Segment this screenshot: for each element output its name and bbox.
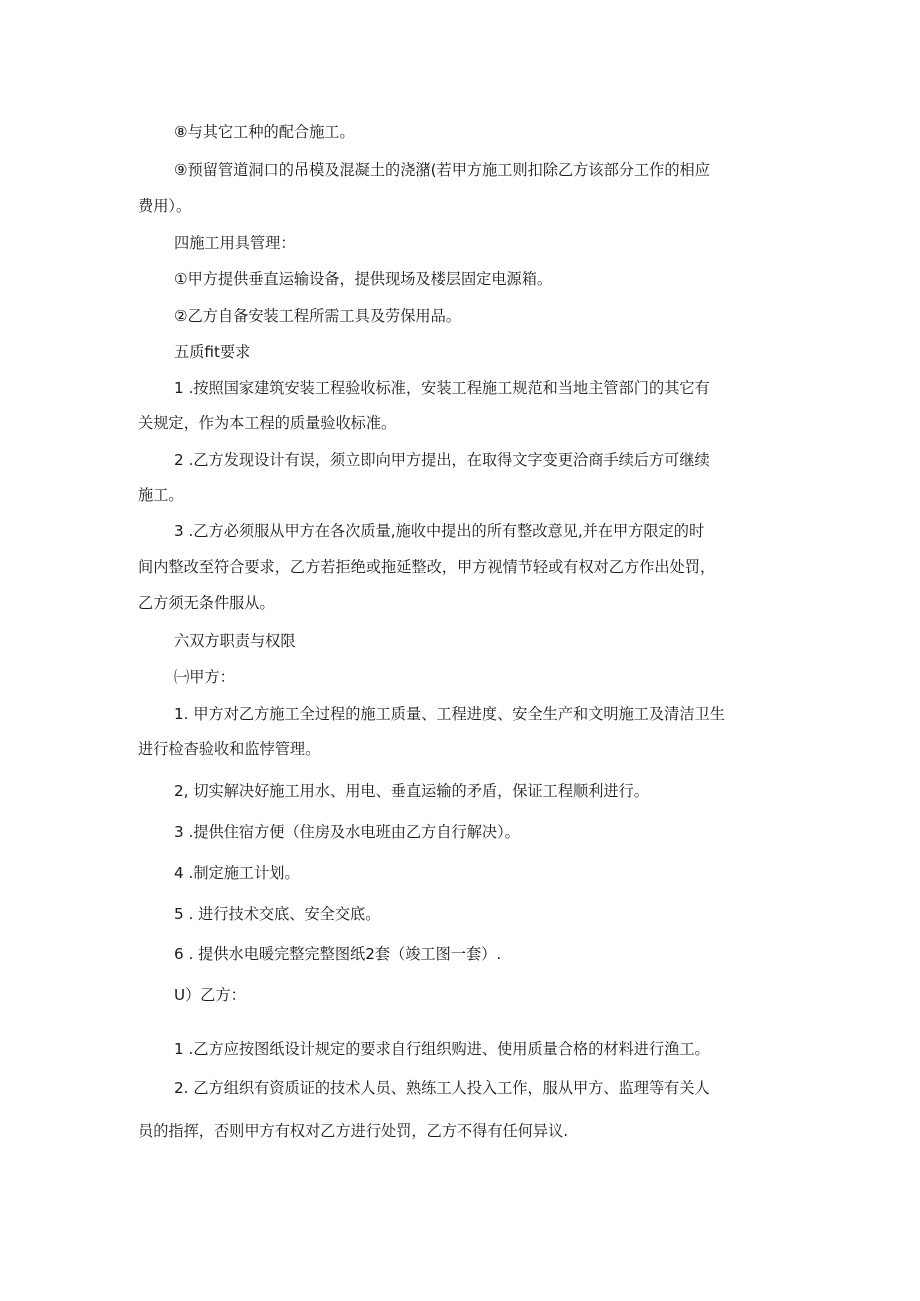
section-heading-duties: 六双方职责与权限 xyxy=(174,632,296,650)
paragraph-party-a-4: 4 .制定施工计划。 xyxy=(174,864,300,882)
paragraph-tools-1: ①甲方提供垂直运输设备，提供现场及楼层固定电源箱。 xyxy=(174,270,553,288)
paragraph-quality-1-line2: 关规定，作为本工程的质量验收标准。 xyxy=(138,414,397,432)
subheading-party-a: ㈠甲方： xyxy=(174,668,235,686)
section-heading-quality: 五质fit要求 xyxy=(174,343,251,361)
paragraph-quality-1-line1: 1 .按照国家建筑安装工程验收标准，安装工程施工规范和当地主管部门的其它有 xyxy=(174,379,710,397)
subheading-party-b: U）乙方： xyxy=(174,986,246,1004)
paragraph-party-b-2-line2: 员的指挥，否则甲方有权对乙方进行处罚，乙方不得有任何异议. xyxy=(138,1122,569,1140)
paragraph-party-b-2-line1: 2. 乙方组织有资质证的技术人员、熟练工人投入工作，服从甲方、监理等有关人 xyxy=(174,1079,710,1097)
paragraph-party-a-3: 3 .提供住宿方便（住房及水电班由乙方自行解决）。 xyxy=(174,823,520,841)
paragraph-party-a-1-line2: 进行检杳验收和监悖管理。 xyxy=(138,740,321,758)
paragraph-quality-3-line1: 3 .乙方必须服从甲方在各次质量,施收中提出的所有整改意见,并在甲方限定的时 xyxy=(174,522,705,540)
paragraph-party-a-1-line1: 1. 甲方对乙方施工全过程的施工质量、工程进度、安全生产和文明施工及清洁卫生 xyxy=(174,705,725,723)
paragraph-quality-2-line1: 2 .乙方发现设计有误，须立即向甲方提出，在取得文字变更洽商手续后方可继续 xyxy=(174,451,710,469)
paragraph-party-b-1: 1 .乙方应按图纸设计规定的要求自行组织购进、使用质量合格的材料进行渔工。 xyxy=(174,1040,710,1058)
paragraph-quality-3-line3: 乙方须无条件服从。 xyxy=(138,594,275,612)
paragraph-item-8: ⑧与其它工种的配合施工。 xyxy=(174,123,355,141)
paragraph-party-a-5: 5 . 进行技术交底、安全交底。 xyxy=(174,905,381,923)
paragraph-party-a-2: 2, 切实解决好施工用水、用电、垂直运输的矛盾，保证工程顺利进行。 xyxy=(174,782,649,800)
section-heading-tools: 四施工用具管理： xyxy=(174,234,296,252)
paragraph-item-9-line1: ⑨预留管道洞口的吊模及混凝土的浇潴(若甲方施工则扣除乙方该部分工作的相应 xyxy=(174,161,710,179)
paragraph-item-9-line2: 费用）。 xyxy=(138,197,192,215)
paragraph-party-a-6: 6 . 提供水电暖完整完整图纸2套（竣工图一套）. xyxy=(174,945,502,963)
paragraph-tools-2: ②乙方自备安装工程所需工具及劳保用品。 xyxy=(174,307,461,325)
paragraph-quality-2-line2: 施工。 xyxy=(138,486,184,504)
paragraph-quality-3-line2: 间内整改至符合要求，乙方若拒绝或拖延整改，甲方视情节轻或有权对乙方作出处罚， xyxy=(138,558,716,576)
